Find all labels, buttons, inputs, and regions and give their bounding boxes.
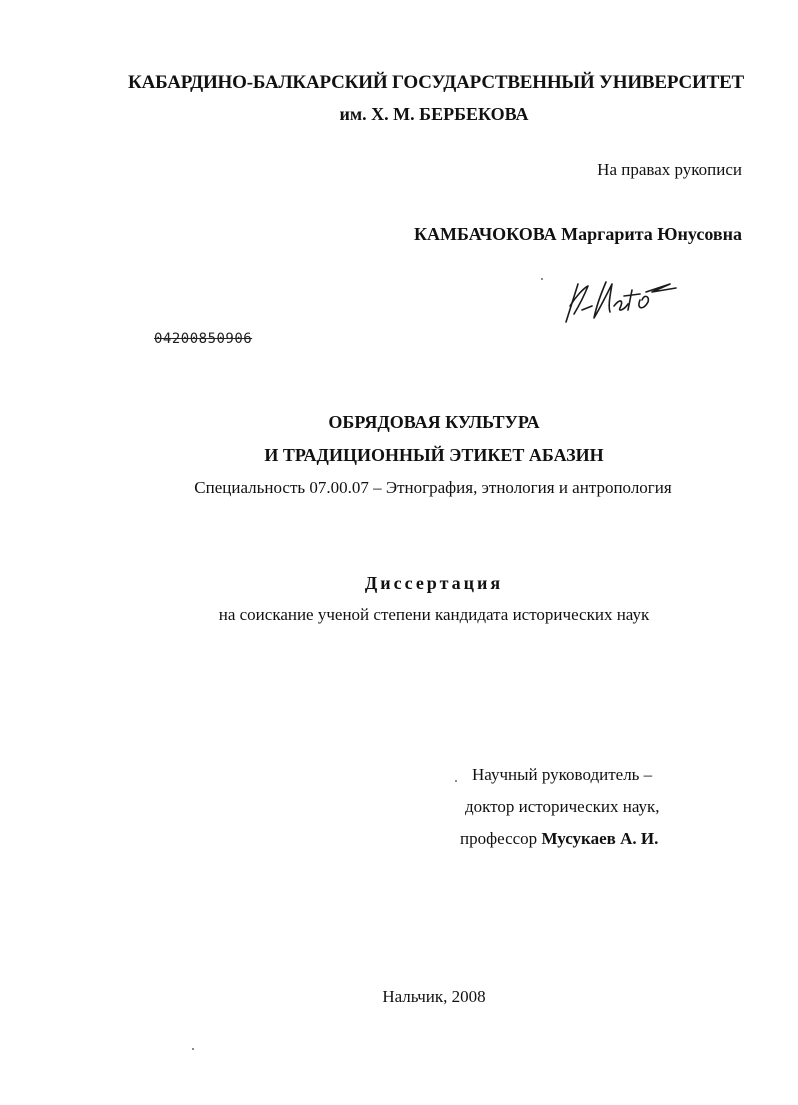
university-name: КАБАРДИНО-БАЛКАРСКИЙ ГОСУДАРСТВЕННЫЙ УНИВЕРСИТЕТ (128, 72, 745, 93)
author-given-names: Маргарита Юнусовна (561, 224, 742, 244)
author-name (414, 224, 742, 245)
university-named-after: им. Х. М. БЕРБЕКОВА (339, 104, 529, 124)
specialty: Специальность 07.00.07 – Этнография, этнология и антропология (194, 478, 672, 497)
catalog-number: 04200850906 (154, 331, 253, 347)
supervisor-name-line (460, 829, 658, 849)
rights-note: На правах рукописи (597, 160, 742, 179)
title-line-2: И ТРАДИЦИОННЫЙ ЭТИКЕТ АБАЗИН (264, 445, 604, 465)
title-line-1: ОБРЯДОВАЯ КУЛЬТУРА (328, 412, 540, 432)
place-and-year: Нальчик, 2008 (382, 987, 486, 1006)
document-type: Диссертация (364, 573, 504, 593)
supervisor-title: профессор (460, 829, 538, 848)
supervisor-role: Научный руководитель – (472, 765, 653, 784)
handwritten-signature (540, 262, 700, 332)
author-surname: КАМБАЧОКОВА (414, 224, 557, 244)
degree-description: на соискание ученой степени кандидата исторических наук (218, 605, 650, 624)
scan-speck (541, 278, 543, 280)
supervisor-degree: доктор исторических наук, (465, 797, 660, 816)
scan-speck (455, 780, 457, 782)
scan-speck (192, 1048, 194, 1050)
supervisor-name: Мусукаев А. И. (541, 829, 659, 848)
